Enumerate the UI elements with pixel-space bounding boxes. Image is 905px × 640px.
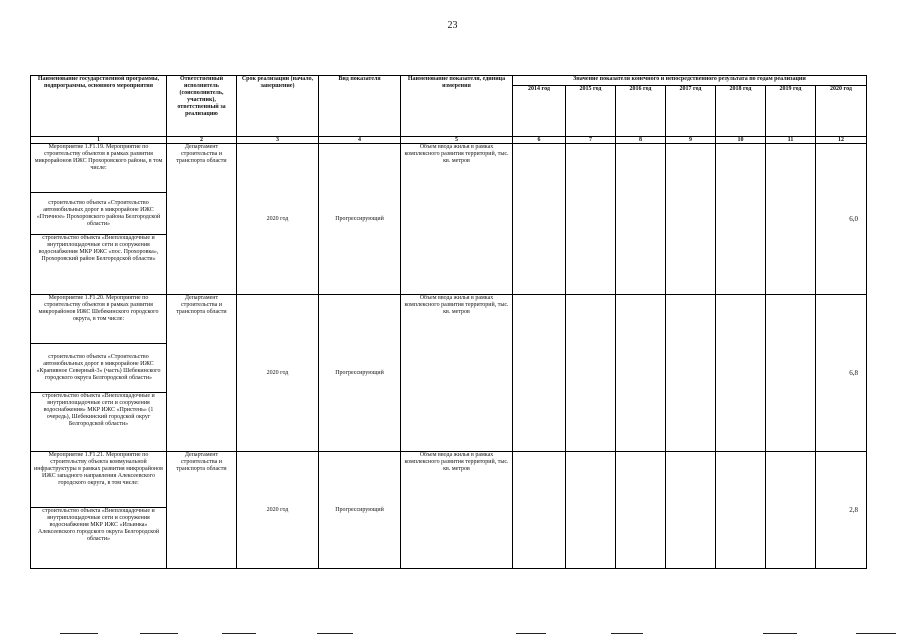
results-table (30, 75, 867, 569)
type-cell: Прогрессирующий (319, 144, 401, 295)
column-number: 10 (716, 137, 766, 144)
column-number: 6 (513, 137, 566, 144)
header-year: 2014 год (513, 86, 566, 137)
measure-title: Мероприятие 1.F1.21. Мероприятие по строительству объекта коммунальной инфраструктуры в рамках развития микрорайонов ИЖС западного направления Алексеевского городского округа, в том числе: (31, 452, 167, 508)
scan-edge-mark (317, 633, 353, 634)
scan-edge-mark (611, 633, 643, 634)
sub-measure: строительство объекта «Строительство автомобильных дорог в микрорайоне ИЖС «Птичное» Прохоровского района Белгородской области» (31, 193, 167, 235)
header-year: 2020 год (816, 86, 867, 137)
period-cell: 2020 год (237, 295, 319, 452)
column-number: 5 (401, 137, 513, 144)
scan-edge-mark (222, 633, 256, 634)
header-year: 2019 год (766, 86, 816, 137)
sub-measure: строительство объекта «Внеплощадочные и внутриплощадочные сети и сооружения водоснабжения МКР ИЖС «пос. Прохоровка», Прохоровский район Белгородской области» (31, 235, 167, 295)
sub-measure: строительство объекта «Внеплощадочные и внутриплощадочные сети и сооружения водоснабжения МКР ИЖС «Ильинка» Алексеевского городского округа Белгородской области» (31, 508, 167, 569)
header-year: 2016 год (616, 86, 666, 137)
indicator-cell: Объем ввода жилья в рамках комплексного развития территорий, тыс. кв. метров (401, 452, 513, 569)
header-year: 2018 год (716, 86, 766, 137)
header-period: Срок реализации (начало, завершение) (237, 76, 319, 137)
page-number: 23 (447, 20, 458, 31)
indicator-cell: Объем ввода жилья в рамках комплексного развития территорий, тыс. кв. метров (401, 144, 513, 295)
period-cell: 2020 год (237, 144, 319, 295)
value-2020: 6,0 (816, 144, 867, 295)
indicator-cell: Объем ввода жилья в рамках комплексного развития территорий, тыс. кв. метров (401, 295, 513, 452)
period-cell: 2020 год (237, 452, 319, 569)
header-program: Наименование государственной программы, подпрограммы, основного мероприятия (31, 76, 167, 137)
responsible-cell: Департамент строительства и транспорта области (167, 144, 237, 295)
column-number: 4 (319, 137, 401, 144)
header-values-group: Значение показателя конечного и непосредственного результата по годам реализации (513, 76, 867, 86)
type-cell: Прогрессирующий (319, 295, 401, 452)
table-row (31, 295, 867, 344)
type-cell: Прогрессирующий (319, 452, 401, 569)
column-number: 9 (666, 137, 716, 144)
column-number: 1 (31, 137, 167, 144)
column-number: 11 (766, 137, 816, 144)
header-year: 2017 год (666, 86, 716, 137)
table-row (31, 144, 867, 193)
value-2020: 6,8 (816, 295, 867, 452)
column-number: 12 (816, 137, 867, 144)
responsible-cell: Департамент строительства и транспорта области (167, 452, 237, 569)
scan-edge-mark (140, 633, 178, 634)
responsible-cell: Департамент строительства и транспорта области (167, 295, 237, 452)
column-number: 3 (237, 137, 319, 144)
column-number: 7 (566, 137, 616, 144)
header-indicator: Наименование показателя, единица измерения (401, 76, 513, 137)
scan-edge-mark (763, 633, 797, 634)
scan-edge-mark (60, 633, 98, 634)
table-row (31, 452, 867, 508)
measure-title: Мероприятие 1.F1.20. Мероприятие по строительству объектов в рамках развития микрорайонов ИЖС Шебекинского городского округа, в том числе: (31, 295, 167, 344)
column-number: 8 (616, 137, 666, 144)
header-row (31, 76, 867, 86)
scan-edge-mark (856, 633, 896, 634)
column-number-row (31, 137, 867, 144)
column-number: 2 (167, 137, 237, 144)
header-responsible: Ответственный исполнитель (соисполнитель, участник), ответственный за реализацию (167, 76, 237, 137)
sub-measure: строительство объекта «Строительство автомобильных дорог в микрорайоне ИЖС «Крапивное Северный-3» (часть) Шебекинского городского округа Белгородской области» (31, 344, 167, 393)
value-2020: 2,8 (816, 452, 867, 569)
sub-measure: строительство объекта «Внеплощадочные и внутриплощадочные сети и сооружения водоснабжения» МКР ИЖС «Пристень» (1 очередь), Шебекинский городской округ Белгородской области» (31, 393, 167, 452)
header-year: 2015 год (566, 86, 616, 137)
scan-edge-mark (516, 633, 546, 634)
measure-title: Мероприятие 1.F1.19. Мероприятие по строительству объектов в рамках развития микрорайонов ИЖС Прохоровского района, в том числе: (31, 144, 167, 193)
header-type: Вид показателя (319, 76, 401, 137)
